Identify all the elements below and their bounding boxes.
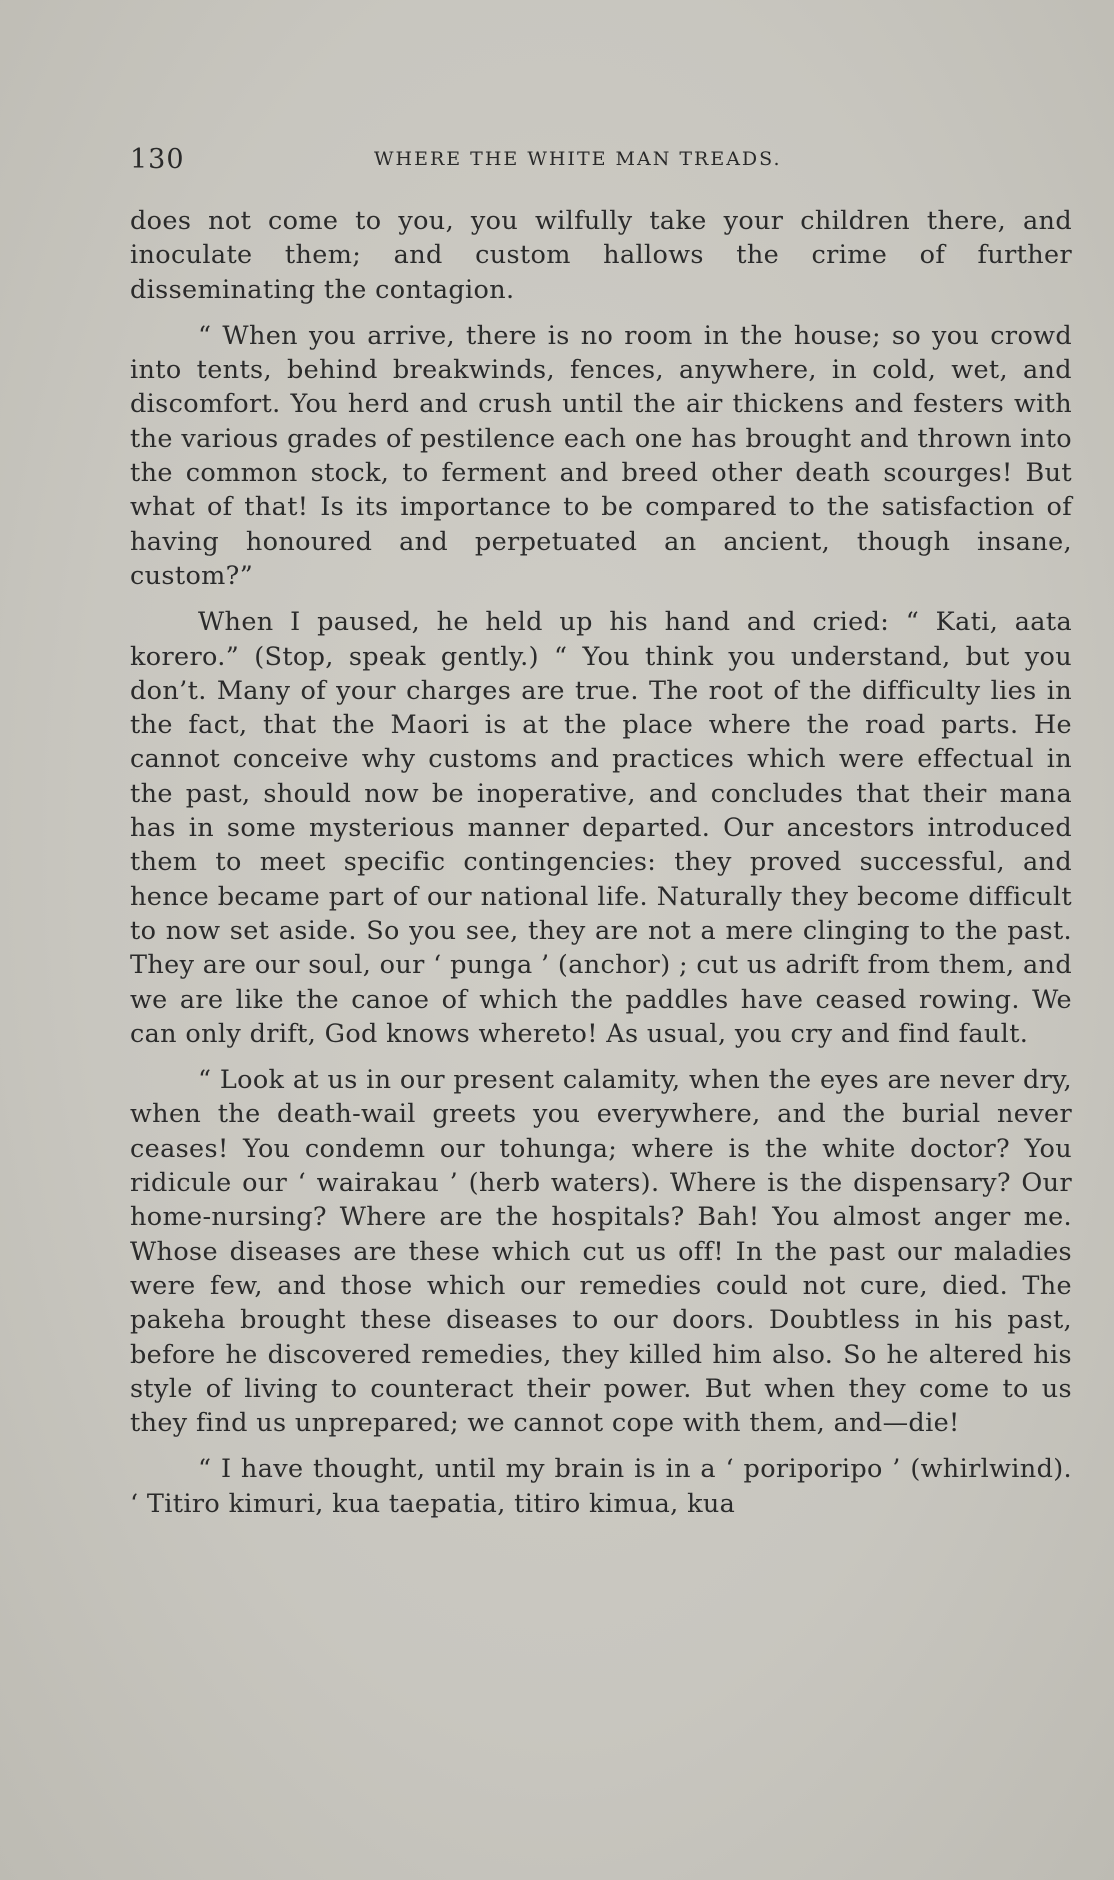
paragraph-3: When I paused, he held up his hand and cried: “ Kati, aata korero.” (Stop, speak gently.) “ You think you understand, but you don’t. Many of your charges are true. The root of the difficulty lies in the fact, that the Maori is at the place where the road parts. He cannot conceive why customs and practices which were effectual in the past, should now be inoperative, and concludes that their mana has in some mysterious manner departed. Our ancestors introduced them to meet specific contingencies: they proved successful, and hence became part of our national life. Naturally they become difficult to now set aside. So you see, they are not a mere clinging to the past. They are our soul, our ‘ punga ’ (anchor) ; cut us adrift from them, and we are like the canoe of which the paddles have ceased rowing. We can only drift, God knows whereto! As usual, you cry and find fault. (130, 607, 1072, 1049)
paragraph-2: “ When you arrive, there is no room in the house; so you crowd into tents, behind breakwinds, fences, anywhere, in cold, wet, and discomfort. You herd and crush until the air thickens and festers with the various grades of pestilence each one has brought and thrown into the common stock, to ferment and breed other death scourges! But what of that! Is its importance to be compared to the satisfaction of having honoured and perpetuated an ancient, though insane, custom?” (130, 320, 1072, 591)
paragraph-1: does not come to you, you wilfully take your children there, and inoculate them; and custom hallows the crime of further disseminating the contagion. (130, 206, 1072, 305)
running-title: WHERE THE WHITE MAN TREADS. (374, 148, 782, 170)
page-header (130, 142, 1072, 182)
body-text (130, 204, 1072, 1533)
paragraph-4: “ Look at us in our present calamity, when the eyes are never dry, when the death-wail greets you everywhere, and the burial never ceases! You condemn our tohunga; where is the white doctor? You ridicule our ‘ wairakau ’ (herb waters). Where is the dispensary? Our home-nursing? Where are the hospitals? Bah! You almost anger me. Whose diseases are these which cut us off! In the past our maladies were few, and those which our remedies could not cure, died. The pakeha brought these diseases to our doors. Doubtless in his past, before he discovered remedies, they killed him also. So he altered his style of living to counteract their power. But when they come to us they find us unprepared; we cannot cope with them, and—die! (130, 1065, 1072, 1439)
page-number: 130 (130, 144, 185, 175)
paragraph-5: “ I have thought, until my brain is in a ‘ poriporipo ’ (whirlwind). ‘ Titiro kimuri, kua taepatia, titiro kimua, kua (130, 1454, 1072, 1519)
